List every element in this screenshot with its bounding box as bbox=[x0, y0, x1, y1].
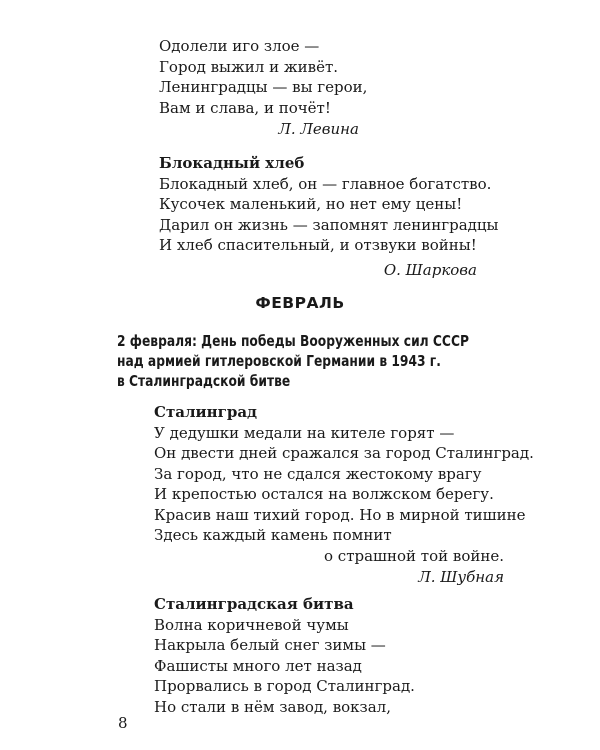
date-heading bbox=[117, 331, 469, 391]
poem-line: Одолели иго злое — bbox=[159, 37, 320, 55]
poem-line-right: о страшной той войне. bbox=[324, 546, 504, 565]
poem-title: Блокадный хлеб bbox=[159, 154, 305, 172]
poem-author: Л. Левина bbox=[278, 120, 359, 138]
poem-line: Но стали в нём завод, вокзал, bbox=[154, 697, 391, 716]
poem-line: Ленинградцы — вы герои, bbox=[159, 78, 368, 96]
poem-line: Блокадный хлеб, он — главное богатство. bbox=[159, 174, 492, 193]
poem-line: Накрыла белый снег зимы — bbox=[154, 636, 386, 654]
poem-line: Вам и слава, и почёт! bbox=[159, 98, 331, 117]
poem-line: И хлеб спасительный, и отзвуки войны! bbox=[159, 236, 477, 254]
poem-line: У дедушки медали на кителе горят — bbox=[154, 423, 455, 442]
poem-line: За город, что не сдался жестокому врагу bbox=[154, 464, 482, 483]
poem-line: Фашисты много лет назад bbox=[154, 656, 362, 675]
date-heading-line: в Сталинградской битве bbox=[117, 372, 291, 390]
date-heading-line: 2 февраля: День победы Вооруженных сил СССР bbox=[117, 332, 469, 350]
poem-line: Прорвались в город Сталинград. bbox=[154, 677, 415, 695]
poem-line: Он двести дней сражался за город Сталинград. bbox=[154, 444, 534, 462]
page-number: 8 bbox=[118, 714, 128, 732]
poem-line: И крепостью остался на волжском берегу. bbox=[154, 485, 494, 503]
poem-2 bbox=[159, 153, 499, 280]
poem-title: Сталинград bbox=[154, 403, 258, 421]
poem-line: Красив наш тихий город. Но в мирной тишине bbox=[154, 505, 526, 524]
poem-4 bbox=[154, 594, 414, 717]
poem-line: Здесь каждый камень помнит bbox=[154, 526, 392, 544]
poem-author: О. Шаркова bbox=[383, 260, 477, 279]
date-heading-line: над армией гитлеровской Германии в 1943 г. bbox=[117, 352, 441, 370]
section-title: ФЕВРАЛЬ bbox=[255, 294, 345, 312]
poem-3 bbox=[154, 402, 534, 588]
poem-line: Дарил он жизнь — запомнят ленинградцы bbox=[159, 215, 499, 234]
poem-1 bbox=[159, 36, 368, 140]
poem-line: Кусочек маленький, но нет ему цены! bbox=[159, 195, 463, 213]
poem-title: Сталинградская битва bbox=[154, 595, 354, 613]
poem-line: Волна коричневой чумы bbox=[154, 615, 349, 634]
poem-line: Город выжил и живёт. bbox=[159, 57, 339, 76]
poem-author: Л. Шубная bbox=[418, 568, 504, 586]
